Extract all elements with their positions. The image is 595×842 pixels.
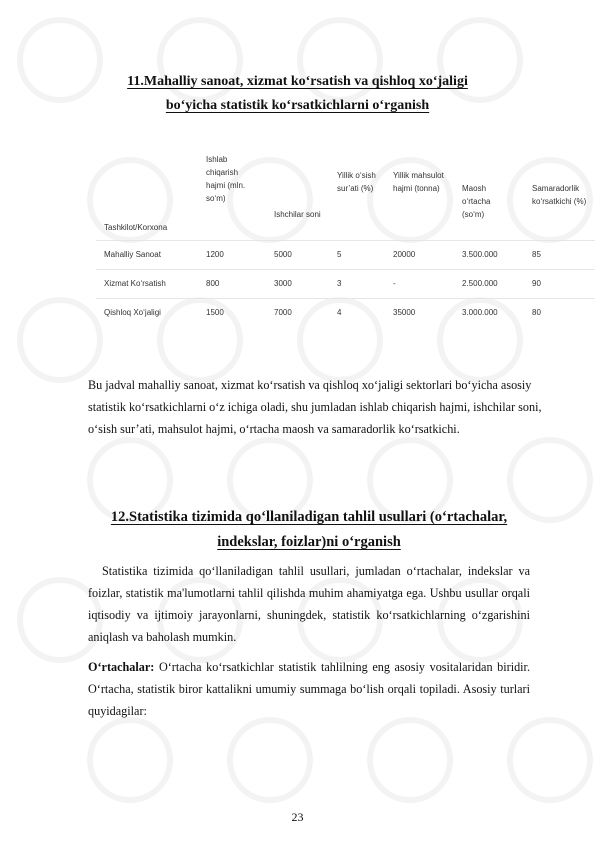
section-12-title xyxy=(88,505,530,555)
table-description-paragraph: Bu jadval mahalliy sanoat, xizmat ko‘rsatish va qishloq xo‘jaligi sektorlari bo‘yicha asosiy statistik ko‘rsatkichlarni o‘z ichiga oladi, shu jumladan ishlab chiqarish hajmi, ishchilar soni, o‘sish sur’ati, mahsulot hajmi, o‘rtacha maosh va samaradorlik ko‘rsatkichi. xyxy=(88,378,542,436)
table-cell: 2.500.000 xyxy=(462,279,498,288)
table-header-organization: Tashkilot/Korxona xyxy=(104,223,168,232)
table-cell: - xyxy=(393,279,396,288)
table-row xyxy=(96,269,595,299)
section-11-title-line1: 11.Mahalliy sanoat, xizmat ko‘rsatish va qishloq xo‘jaligi xyxy=(127,74,468,89)
table-header-workers: Ishchilar soni xyxy=(274,210,321,219)
table-cell: 1200 xyxy=(206,250,224,259)
table-cell: 5000 xyxy=(274,250,292,259)
section-12-title-line1: 12.Statistika tizimida qo‘llaniladigan tahlil usullari (o‘rtachalar, xyxy=(110,509,508,525)
table-header-growth-rate: Yillik o‘sish sur’ati (%) xyxy=(337,171,376,193)
section-11-title xyxy=(60,70,535,118)
table-header-production-volume: Ishlab chiqarish hajmi (mln. so‘m) xyxy=(206,155,246,203)
table-cell: 1500 xyxy=(206,308,224,317)
table-header-average-salary: Maosh o‘rtacha (so‘m) xyxy=(462,184,491,219)
table-cell: 35000 xyxy=(393,308,416,317)
table-cell: Qishloq Xo‘jaligi xyxy=(104,308,161,317)
table-cell: 5 xyxy=(337,250,342,259)
table-cell: 3000 xyxy=(274,279,292,288)
table-cell: Xizmat Ko‘rsatish xyxy=(104,279,166,288)
table-header-product-volume: Yillik mahsulot hajmi (tonna) xyxy=(393,171,444,193)
table-row xyxy=(96,240,595,270)
section-11-title-line2: bo‘yicha statistik ko‘rsatkichlarni o‘rganish xyxy=(165,98,430,113)
table-cell: 80 xyxy=(532,308,541,317)
analysis-methods-paragraph: Statistika tizimida qo‘llaniladigan tahlil usullari, jumladan o‘rtachalar, indekslar va foizlar, statistik ma'lumotlarni tahlil qilishda muhim ahamiyatga ega. Ushbu usullar orqali iqtisodiy va ijtimoiy jarayonlarni, shuningdek, statistik ko‘rsatkichlarning o‘zgarishini aniqlash va baholash mumkin. xyxy=(88,564,530,644)
averages-term: O‘rtachalar: xyxy=(88,660,155,674)
averages-text: O‘rtacha ko‘rsatkichlar statistik tahlilning eng asosiy vositalaridan biridir. O‘rtacha, statistik biror kattalikni umumiy summaga bo‘lish orqali topiladi. Asosiy turlari quyidagilar: xyxy=(88,660,530,718)
table-cell: 800 xyxy=(206,279,220,288)
table-cell: 90 xyxy=(532,279,541,288)
statistics-table xyxy=(96,145,595,325)
table-cell: 3 xyxy=(337,279,342,288)
table-cell: 3.500.000 xyxy=(462,250,498,259)
table-header-efficiency: Samaradorlik ko‘rsatkichi (%) xyxy=(532,184,587,206)
averages-paragraph xyxy=(88,656,530,722)
table-row xyxy=(96,298,595,328)
table-cell: 20000 xyxy=(393,250,416,259)
table-cell: 4 xyxy=(337,308,342,317)
table-cell: 3.000.000 xyxy=(462,308,498,317)
page-number: 23 xyxy=(291,810,304,824)
table-cell: 7000 xyxy=(274,308,292,317)
table-cell: Mahalliy Sanoat xyxy=(104,250,161,259)
section-12-title-line2: indekslar, foizlar)ni o‘rganish xyxy=(217,534,401,550)
table-cell: 85 xyxy=(532,250,541,259)
